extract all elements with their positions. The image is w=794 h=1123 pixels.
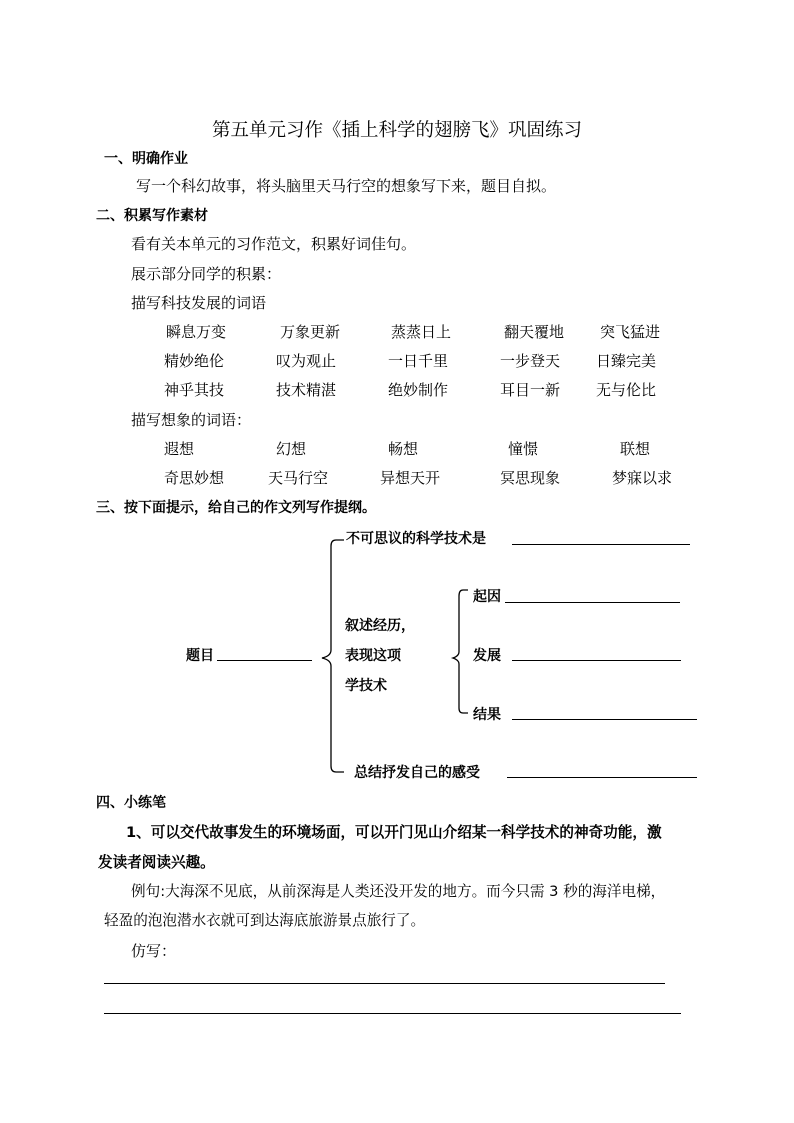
section-3-heading: 三、按下面提示，给自己的作文列写作提纲。 [96, 500, 376, 516]
tech-word: 瞬息万变 [166, 323, 227, 341]
section-2-line-2: 展示部分同学的积累： [131, 265, 282, 283]
imagine-word: 遐想 [164, 440, 195, 458]
tech-word: 耳目一新 [500, 381, 561, 399]
writing-line[interactable] [104, 983, 665, 984]
tech-words-label: 描写科技发展的词语 [131, 294, 267, 312]
branch-bottom-blank[interactable] [507, 777, 697, 778]
imagine-word: 天马行空 [268, 469, 329, 487]
imagine-word: 异想天开 [380, 469, 441, 487]
imagine-word: 憧憬 [508, 440, 539, 458]
branch-bottom-label: 总结抒发自己的感受 [354, 765, 480, 781]
imagine-word: 联想 [620, 440, 651, 458]
tech-word: 一日千里 [388, 352, 449, 370]
imagine-words-label: 描写想象的词语： [131, 411, 252, 429]
page-title: 第五单元习作《插上科学的翅膀飞》巩固练习 [211, 120, 582, 141]
imagine-word: 梦寐以求 [612, 469, 673, 487]
topic-blank[interactable] [217, 660, 312, 661]
result-blank[interactable] [512, 719, 697, 720]
middle-line-2: 表现这项 [345, 648, 401, 664]
tech-word: 万象更新 [280, 323, 341, 341]
section-2-line-1: 看有关本单元的习作范文，积累好词佳句。 [131, 235, 417, 253]
section-2-heading: 二、积累写作素材 [96, 208, 208, 224]
branch-top-blank[interactable] [512, 544, 690, 545]
tech-word: 叹为观止 [276, 352, 337, 370]
middle-line-1: 叙述经历， [345, 618, 415, 634]
imitate-label: 仿写： [131, 942, 177, 960]
section-1-text: 写一个科幻故事，将头脑里天马行空的想象写下来，题目自拟。 [136, 177, 557, 195]
tech-word: 精妙绝伦 [164, 352, 225, 370]
example-line-2: 轻盈的泡泡潜水衣就可到达海底旅游景点旅行了。 [104, 912, 426, 929]
development-blank[interactable] [512, 660, 681, 661]
cause-label: 起因 [473, 589, 501, 605]
tech-word: 绝妙制作 [388, 381, 449, 399]
tech-word: 技术精湛 [276, 381, 337, 399]
item-1-line-1: 1、可以交代故事发生的环境场面，可以开门见山介绍某一科学技术的神奇功能，激 [126, 824, 662, 841]
tech-word: 神乎其技 [164, 381, 225, 399]
cause-blank[interactable] [505, 602, 680, 603]
tech-word: 突飞猛进 [600, 323, 661, 341]
tech-word: 无与伦比 [596, 381, 657, 399]
topic-label: 题目 [186, 648, 214, 664]
imagine-word: 奇思妙想 [164, 469, 225, 487]
imagine-word: 幻想 [276, 440, 307, 458]
tech-word: 一步登天 [500, 352, 561, 370]
tech-word: 翻天覆地 [504, 323, 565, 341]
section-4-heading: 四、小练笔 [96, 795, 166, 811]
tech-word: 蒸蒸日上 [391, 323, 452, 341]
branch-top-label: 不可思议的科学技术是 [346, 531, 486, 547]
development-label: 发展 [473, 648, 501, 664]
middle-line-3: 学技术 [345, 678, 387, 694]
section-1-heading: 一、明确作业 [104, 151, 188, 167]
result-label: 结果 [473, 707, 501, 723]
item-1-line-2: 发读者阅读兴趣。 [98, 854, 215, 871]
tech-word: 日臻完美 [596, 352, 657, 370]
example-line-1: 例句:大海深不见底，从前深海是人类还没开发的地方。而今只需 3 秒的海洋电梯， [131, 883, 666, 900]
imagine-word: 冥思现象 [500, 469, 561, 487]
writing-line[interactable] [104, 1013, 681, 1014]
imagine-word: 畅想 [388, 440, 419, 458]
